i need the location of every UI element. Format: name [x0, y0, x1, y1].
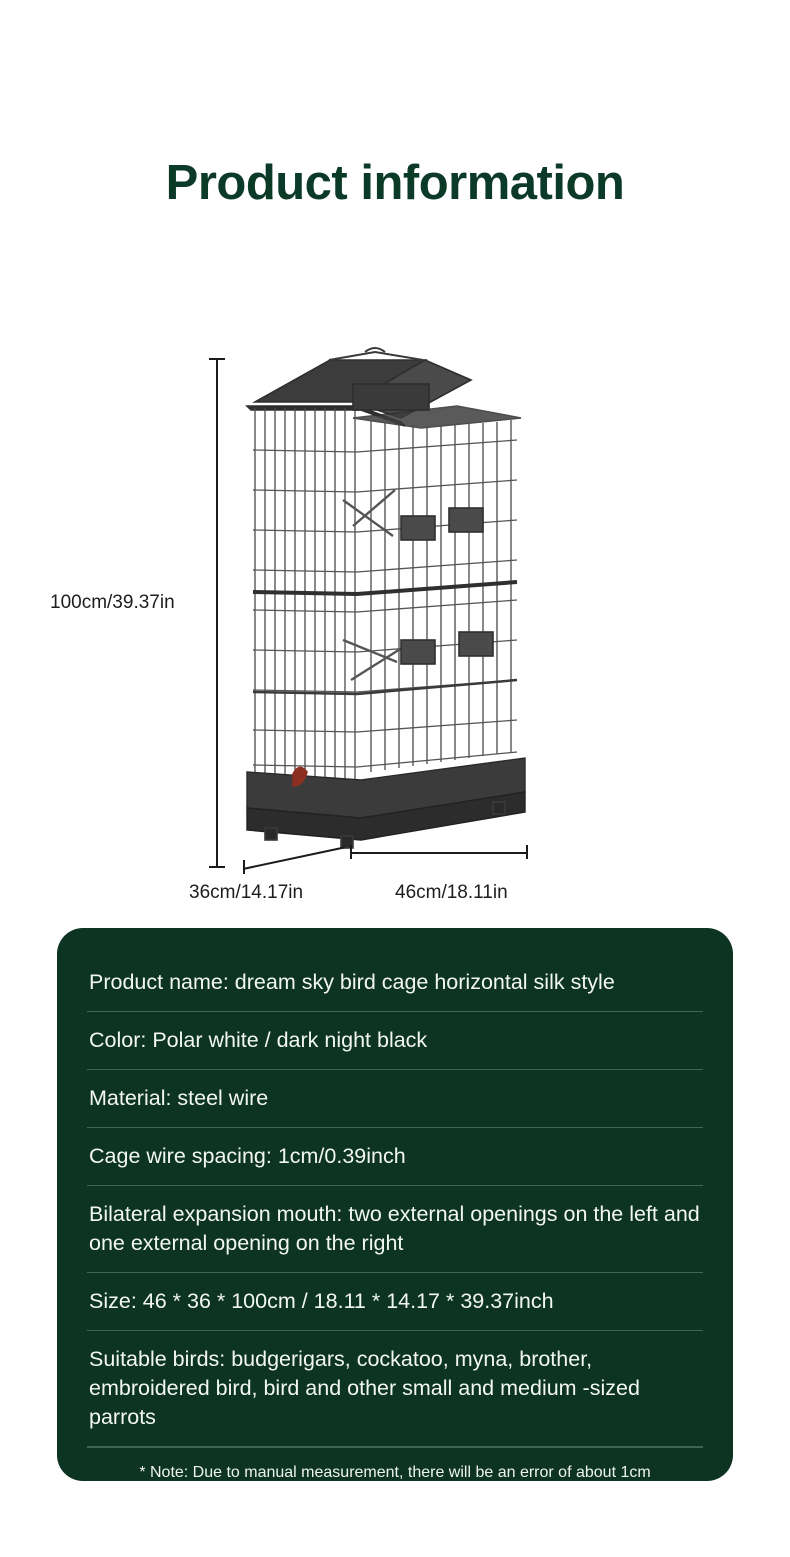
spec-row-size: Size: 46 * 36 * 100cm / 18.11 * 14.17 * 39.37inch: [87, 1273, 703, 1331]
width-measure-line: [352, 852, 527, 854]
depth-dimension-label: 36cm/14.17in: [189, 882, 304, 903]
measure-tick-right: [526, 845, 528, 859]
spec-row-product-name: Product name: dream sky bird cage horizontal silk style: [87, 954, 703, 1012]
spec-row-wire-spacing: Cage wire spacing: 1cm/0.39inch: [87, 1128, 703, 1186]
spec-row-suitable-birds: Suitable birds: budgerigars, cockatoo, myna, brother, embroidered bird, bird and other small and medium -sized parrots: [87, 1331, 703, 1447]
spec-row-color: Color: Polar white / dark night black: [87, 1012, 703, 1070]
spec-row-material: Material: steel wire: [87, 1070, 703, 1128]
specifications-card: [57, 928, 733, 1481]
height-measure-line: [216, 358, 218, 868]
measure-tick-center: [350, 845, 352, 859]
measure-tick-left: [243, 860, 245, 874]
measurement-note: * Note: Due to manual measurement, there will be an error of about 1cm: [87, 1447, 703, 1482]
width-dimension-label: 46cm/18.11in: [395, 882, 508, 903]
bird-cage-illustration: [225, 340, 545, 870]
spec-row-expansion-mouth: Bilateral expansion mouth: two external openings on the left and one external opening on the right: [87, 1186, 703, 1273]
page-title: Product information: [165, 156, 625, 210]
height-dimension-label: 100cm/39.37in: [50, 592, 175, 613]
dimension-diagram: [0, 330, 790, 910]
